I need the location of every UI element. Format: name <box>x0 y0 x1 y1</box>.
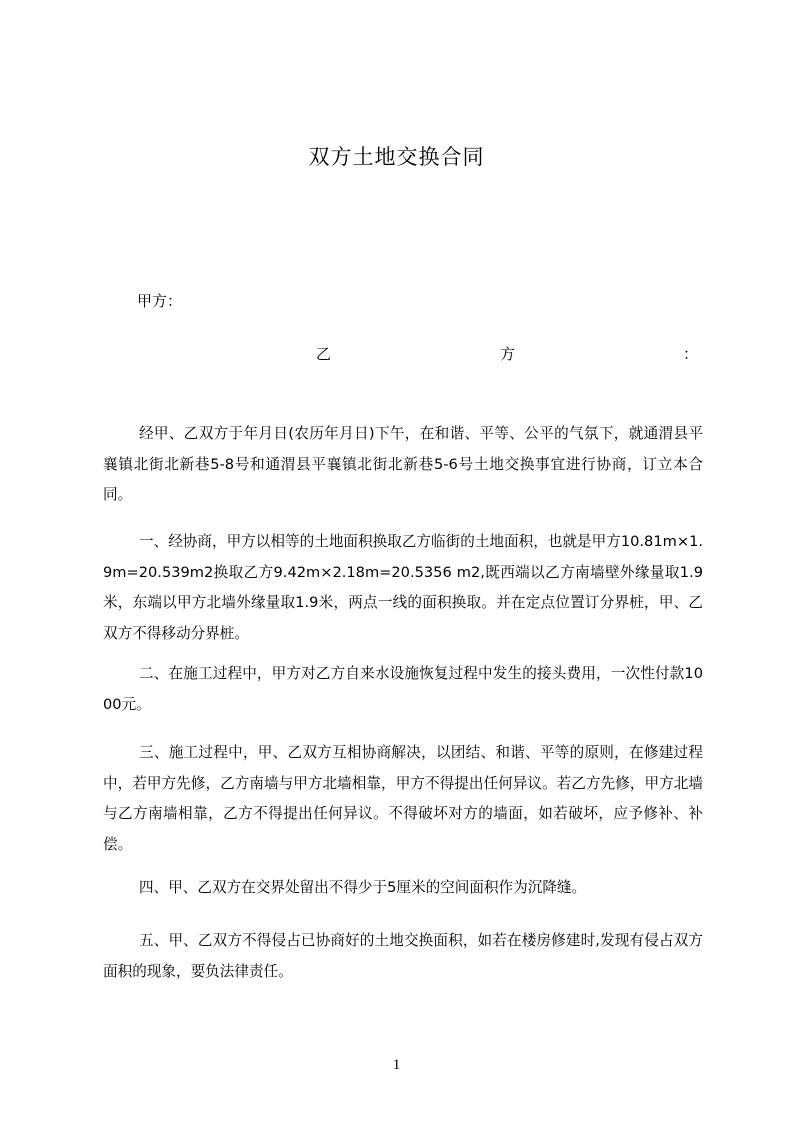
party-a-label: 甲方： <box>137 292 183 310</box>
party-b-char-fang: 方 <box>500 345 516 363</box>
document-title: 双方土地交换合同 <box>308 145 485 169</box>
party-b-colon: ： <box>683 345 699 363</box>
clause-5-paragraph: 五、甲、乙双方不得侵占已协商好的土地交换面积，如若在楼房修建时,发现有侵占双方面积的现象，要负法律责任。 <box>103 932 703 980</box>
clause-1-paragraph: 一、经协商，甲方以相等的土地面积换取乙方临街的土地面积，也就是甲方10.81m×1.9m=20.539m2换取乙方9.42m×2.18m=20.5356 m2,既西端以乙方南墙壁外缘量取1.9米，东端以甲方北墙外缘量取1.9米，两点一线的面积换取。并在定点位置订分界桩，甲、乙双方不得移动分界桩。 <box>103 533 703 642</box>
clause-2-paragraph: 二、在施工过程中，甲方对乙方自来水设施恢复过程中发生的接头费用，一次性付款1000元。 <box>103 665 703 713</box>
clause-4-paragraph: 四、甲、乙双方在交界处留出不得少于5厘米的空间面积作为沉降缝。 <box>139 879 587 896</box>
page-number: 1 <box>392 1057 401 1073</box>
clause-3-paragraph: 三、施工过程中，甲、乙双方互相协商解决，以团结、和谐、平等的原则，在修建过程中，若甲方先修，乙方南墙与甲方北墙相靠，甲方不得提出任何异议。若乙方先修，甲方北墙与乙方南墙相靠，乙方不得提出任何异议。不得破坏对方的墙面，如若破坏，应予修补、补偿。 <box>103 744 703 853</box>
intro-paragraph: 经甲、乙双方于年月日(农历年月日)下午，在和谐、平等、公平的气氛下，就通渭县平襄镇北街北新巷5-8号和通渭县平襄镇北街北新巷5-6号土地交换事宜进行协商，订立本合同。 <box>103 425 703 503</box>
party-b-char-yi: 乙 <box>316 345 332 363</box>
